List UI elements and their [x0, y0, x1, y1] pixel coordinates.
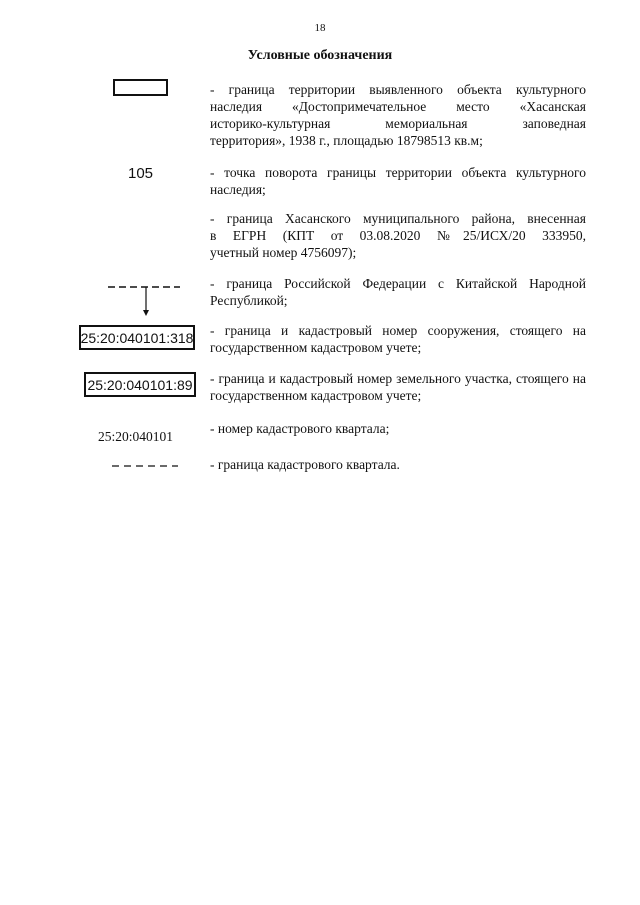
legend-item-cadastral-quarter-boundary: - граница кадастрового квартала.	[210, 457, 400, 472]
legend-text-line: - граница территории выявленного объекта культурного	[210, 82, 586, 97]
legend-item-structure: - граница и кадастровый номер сооружения, стоящего на государственном кадастровом учете;	[210, 323, 586, 355]
cadastral-quarter-boundary-symbol	[112, 464, 178, 468]
legend-text-line: учетный номер 4756097);	[210, 245, 357, 260]
legend-text-line: - граница Хасанского муниципального района, внесенная	[210, 211, 586, 226]
legend-text-line: историко-культурная мемориальная заповедная	[210, 116, 586, 131]
land-parcel-cadastral-symbol: 25:20:040101:89	[84, 372, 196, 397]
legend-item-turning-point: - точка поворота границы территории объекта культурного наследия;	[210, 165, 586, 197]
legend-item-territory-boundary	[210, 81, 586, 149]
legend-item-municipal-boundary	[210, 210, 586, 261]
legend-item-land-parcel: - граница и кадастровый номер земельного участка, стоящего на государственном кадастровом учете;	[210, 371, 586, 403]
structure-cadastral-symbol: 25:20:040101:318	[79, 325, 195, 350]
legend-text-line: наследия «Достопримечательное место «Хасанская	[210, 99, 586, 114]
legend-item-state-border: - граница Российской Федерации с Китайской Народной Республикой;	[210, 276, 586, 308]
turning-point-symbol: 105	[128, 165, 154, 182]
page-title: Условные обозначения	[247, 48, 393, 63]
cadastral-quarter-number-symbol: 25:20:040101	[98, 429, 174, 444]
state-border-symbol	[108, 284, 180, 318]
page-number: 18	[314, 22, 326, 34]
legend-text-line: в ЕГРН (КПТ от 03.08.2020 №25/ИСХ/20 333950,	[210, 228, 586, 243]
legend-text-line: территория», 1938 г., площадью 18798513 кв.м;	[210, 133, 483, 148]
legend-item-cadastral-quarter-number: - номер кадастрового квартала;	[210, 421, 390, 436]
territory-boundary-symbol	[113, 79, 168, 96]
